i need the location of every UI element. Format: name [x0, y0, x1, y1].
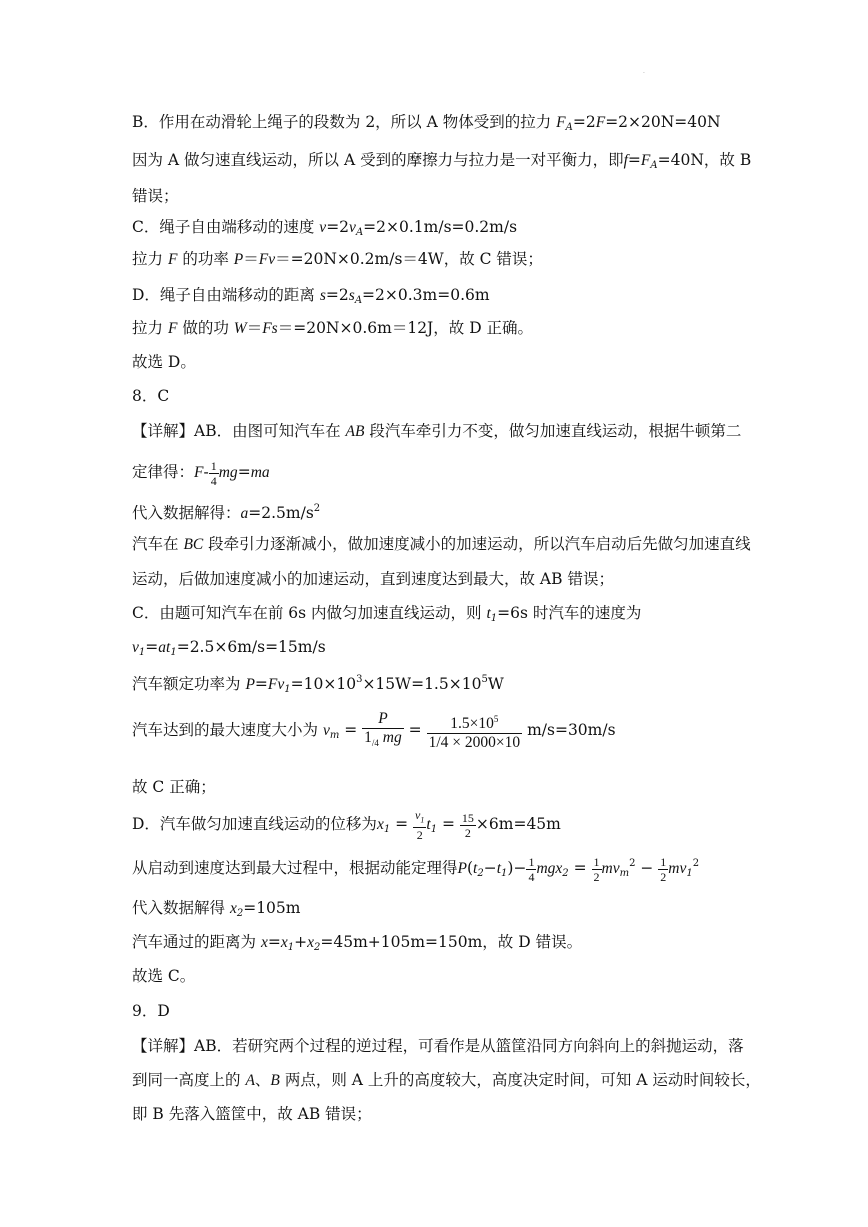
line-kinetic-energy: 从启动到速度达到最大过程中，根据动能定理得$P(t_2-t_1)-$ $\frac{1}{4}$ mgx$_2$ = $\frac{1}{2}$ $mv_m^2$ − $\frac{1}{2}$ $mv_1^2$ — [132, 854, 700, 884]
line-choose-c: 故选 C。 — [132, 967, 196, 985]
line-rated-power: 汽车额定功率为 $P=Fv_1=10\times 10^3\times 15W=1.5\times 10^5W$ — [132, 674, 504, 695]
line-x2: 代入数据解得 $x_2=105m$ — [132, 899, 301, 919]
line-q8-answer: 8．C — [132, 387, 170, 405]
line-total-distance: 汽车通过的距离为 $x=x_1+x_2=45m+105m=150m$，故 D 错误。 — [132, 933, 583, 953]
line-d-work: 拉力 F 做的功 W＝Fs＝=20N×0.6m＝12J，故 D 正确。 — [132, 319, 534, 337]
line-c-speed: C．绳子自由端移动的速度 $v=2v_A=2\times 0.1m/s=0.2m/s$ — [132, 218, 518, 238]
line-b-wrong: 错误； — [132, 187, 179, 205]
line-q9-ab: 【详解】AB．若研究两个过程的逆过程，可看作是从篮筐沿同方向斜向上的斜抛运动，落 — [132, 1037, 744, 1055]
line-d-distance: D．绳子自由端移动的距离 $s=2s_A=2\times 0.3m=0.6m$ — [132, 286, 490, 306]
line-accel: 代入数据解得：$a=2.5m/s^2$ — [132, 503, 321, 522]
line-choose-d: 故选 D。 — [132, 353, 196, 371]
line-c-power: 拉力 F 的功率 P＝Fv＝=20N×0.2m/s＝4W，故 C 错误； — [132, 250, 543, 268]
line-q9-answer: 9．D — [132, 1002, 170, 1020]
line-bc-segment: 汽车在 BC 段牵引力逐渐减小，做加速度减小的加速运动，所以汽车启动后先做匀加速直线 — [132, 535, 751, 553]
line-max-speed: 汽车达到的最大速度大小为 $v_m$ = $\frac{P}{1_{/4} mg}$ = $\frac{1.5\times 10^5}{1/4 \times 2000\times 10}$ m/s=30m/s — [132, 709, 616, 752]
line-c-correct: 故 C 正确； — [132, 778, 216, 796]
line-newton-law: 定律得：F- $\frac{1}{4}$ mg=ma — [132, 458, 270, 488]
line-q8-ab: 【详解】AB．由图可知汽车在 AB 段汽车牵引力不变，做匀加速直线运动，根据牛顿第二 — [132, 422, 742, 440]
corner-marker: · — [643, 70, 645, 77]
line-b-pulley: B．作用在动滑轮上绳子的段数为 2，所以 A 物体受到的拉力 $F_A=2F=2\times 20N=40N$ — [132, 113, 721, 133]
line-friction: 因为 A 做匀速直线运动，所以 A 受到的摩擦力与拉力是一对平衡力，即$f=F_A=40N$，故 B — [132, 151, 752, 171]
line-displacement: D．汽车做匀加速直线运动的位移为$x_1$ = $\frac{v_1}{2}$ $t_1$ = $\frac{15}{2}$ ×6m=45m — [132, 807, 561, 843]
line-ab-wrong: 运动，后做加速度减小的加速运动，直到速度达到最大，故 AB 错误； — [132, 570, 614, 588]
line-c-six-seconds: C．由题可知汽车在前 6s 内做匀加速直线运动，则 $t_1=6s$ 时汽车的速度为 — [132, 604, 642, 624]
line-points-ab: 到同一高度上的 A、B 两点，则 A 上升的高度较大，高度决定时间，可知 A 运动时间较长， — [132, 1071, 761, 1089]
line-v1: $v_1=at_1=2.5\times 6m/s=15m/s$ — [132, 638, 326, 658]
line-b-first: 即 B 先落入篮筐中，故 AB 错误； — [132, 1105, 372, 1123]
